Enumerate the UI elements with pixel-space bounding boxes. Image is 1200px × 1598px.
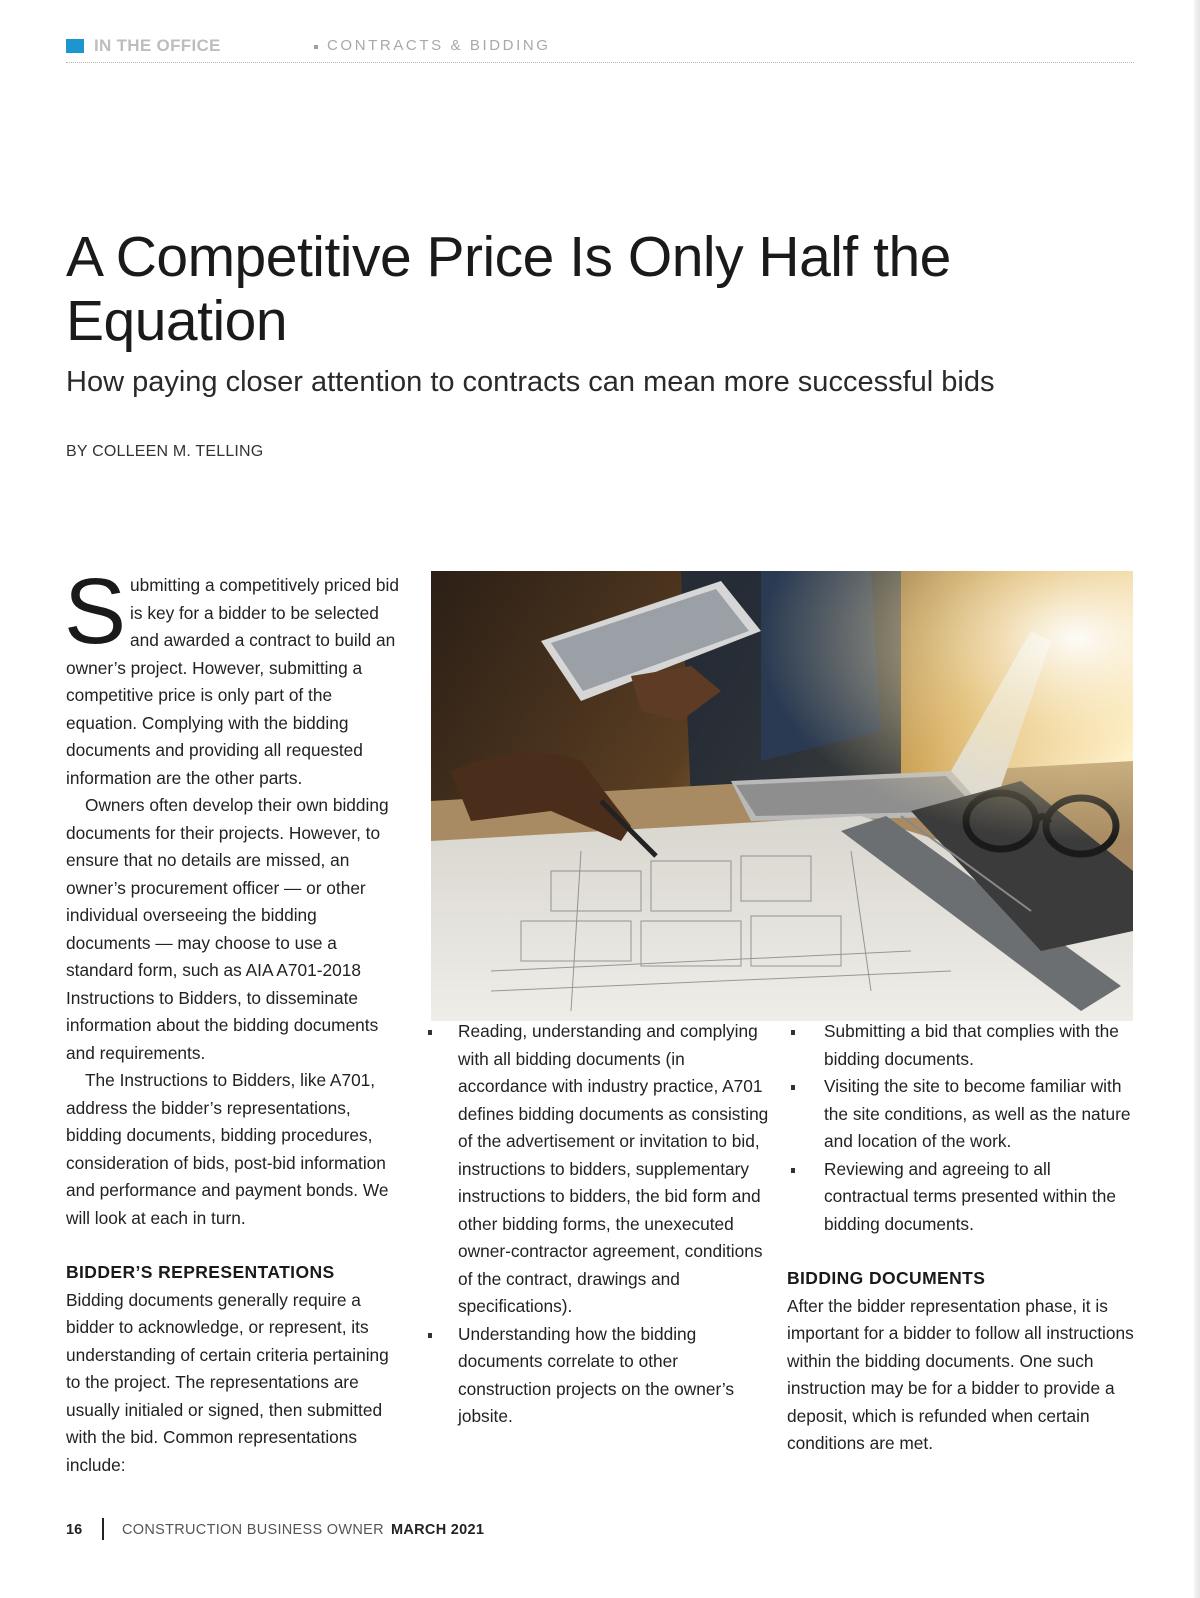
list-item: Reviewing and agreeing to all contractual terms presented within the bidding documents. [787,1156,1137,1239]
representations-list [424,1018,774,1431]
article-title: A Competitive Price Is Only Half the Equation [66,225,951,353]
page-edge [1194,0,1200,1598]
paragraph: After the bidder representation phase, it is important for a bidder to follow all instructions within the bidding documents. One such instruction may be for a bidder to provide a deposit, which is refunded when certain conditions are met. [787,1295,1134,1453]
page-footer [66,1518,666,1542]
byline: BY COLLEEN M. TELLING [66,443,264,460]
column-3 [787,1018,1137,1458]
intro-paragraph [64,559,406,792]
section-label: IN THE OFFICE [94,36,221,55]
list-item: Understanding how the bidding documents correlate to other construction projects on the owner’s jobsite. [424,1321,774,1431]
drop-cap: S [64,559,127,663]
section-sublabel: CONTRACTS & BIDDING [327,37,551,54]
section-heading: BIDDER’S REPRESENTATIONS [66,1262,335,1282]
section-heading: BIDDING DOCUMENTS [787,1268,986,1288]
issue-date: MARCH 2021 [391,1522,485,1538]
paragraph: Bidding documents generally require a bidder to acknowledge, or represent, its understanding of certain criteria pertaining to the project. The representations are usually initialed or signed, then submitted with the bid. Common representations include: [66,1289,389,1475]
article-subtitle: How paying closer attention to contracts can mean more successful bids [66,366,995,398]
magazine-name: CONSTRUCTION BUSINESS OWNER [122,1522,384,1538]
list-item: Visiting the site to become familiar with the site conditions, as well as the nature and location of the work. [787,1073,1137,1156]
representations-list-continued [787,1018,1137,1238]
section-header [66,36,1134,63]
list-item: Submitting a bid that complies with the bidding documents. [787,1018,1137,1073]
article-photo [431,571,1133,1021]
page-number: 16 [66,1522,83,1538]
paragraph: Owners often develop their own bidding documents for their projects. However, to ensure that no details are missed, an owner’s procurement officer — or other individual overseeing the bidding documents — may choose to use a standard form, such as AIA A701-2018 Instructions to Bidders, to disseminate information about the bidding documents and requirements. [66,795,389,1063]
column-2 [424,1018,774,1431]
intro-text: ubmitting a competitively priced bid is key for a bidder to be selected and awarded a contract to build an owner’s project. However, submitting a competitive price is only part of the equation. Complying with the bidding documents and providing all requested information are the other parts. [66,575,399,788]
column-1 [64,559,406,1479]
section-color-block [66,39,84,53]
footer-divider [102,1518,104,1540]
section-separator-dot [314,45,318,49]
paragraph: The Instructions to Bidders, like A701, address the bidder’s representations, bidding documents, bidding procedures, consideration of bids, post-bid information and performance and payment bonds. We will look at each in turn. [66,1070,389,1228]
list-item: Reading, understanding and complying with all bidding documents (in accordance with industry practice, A701 defines bidding documents as consisting of the advertisement or invitation to bid, instructions to bidders, supplementary instructions to bidders, the bid form and other bidding forms, the unexecuted owner-contractor agreement, conditions of the contract, drawings and specifications). [424,1018,774,1321]
